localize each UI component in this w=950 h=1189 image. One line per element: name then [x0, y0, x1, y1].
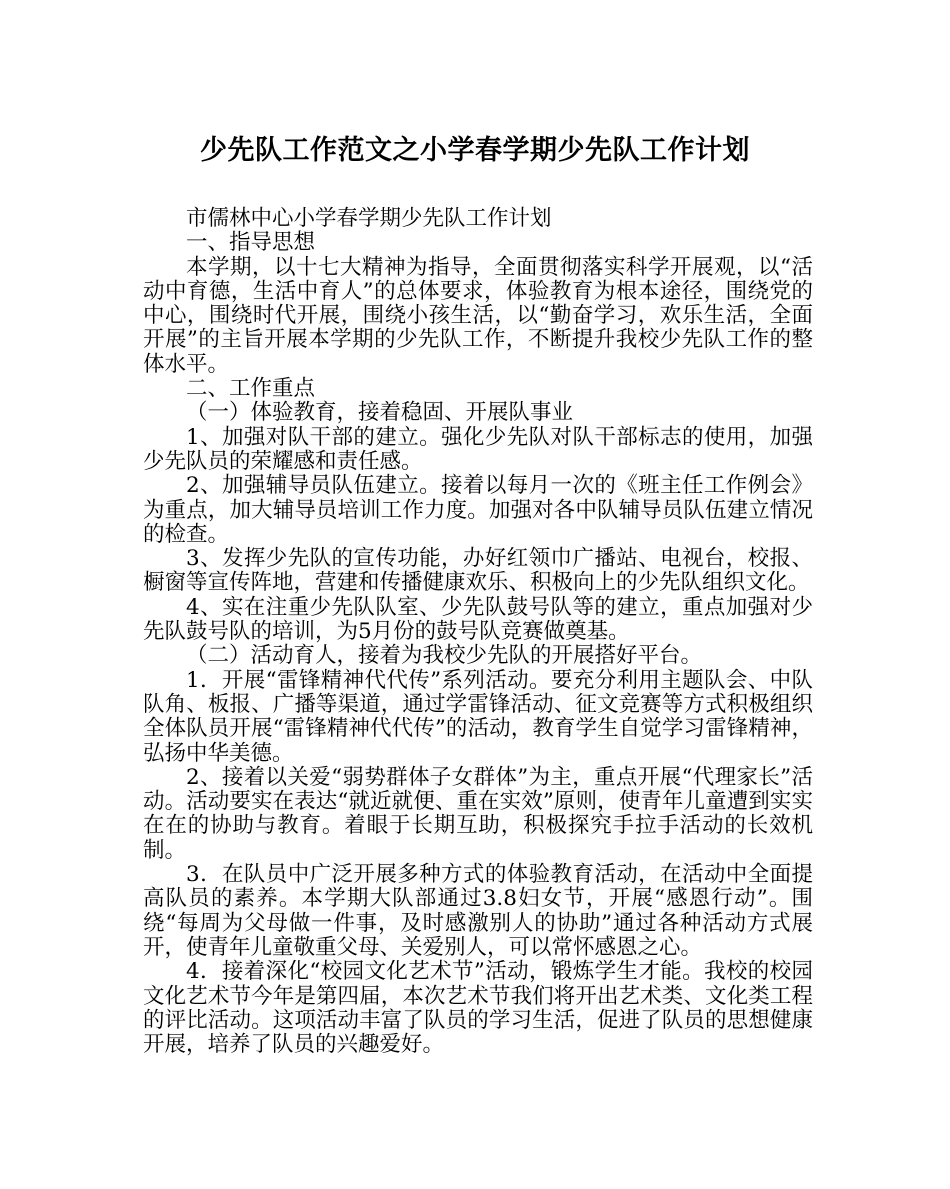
document-title: 少先队工作范文之小学春学期少先队工作计划 [200, 135, 750, 166]
section-heading: 一、指导思想 [186, 230, 316, 256]
paragraph: 1．开展“雷锋精神代代传”系列活动。要充分利用主题队会、中队队角、板报、广播等渠道，通过学雷锋活动、征文竞赛等方式积极组织全体队员开展“雷锋精神代代传”的活动，教育学生自觉学习雷锋精神，弘扬中华美德。 [143, 667, 813, 766]
paragraph: 4．接着深化“校园文化艺术节”活动，锻炼学生才能。我校的校园文化艺术节今年是第四届，本次艺术节我们将开出艺术类、文化类工程的评比活动。这项活动丰富了队员的学习生活，促进了队员的思想健康开展，培养了队员的兴趣爱好。 [143, 959, 813, 1058]
section-heading: 二、工作重点 [186, 376, 316, 402]
subsection-heading: （二）活动育人，接着为我校少先队的开展搭好平台。 [186, 643, 703, 669]
paragraph: 3．在队员中广泛开展多种方式的体验教育活动，在活动中全面提高队员的素养。本学期大队部通过3.8妇女节，开展“感恩行动”。围绕“每周为父母做一件事，及时感激别人的协助”通过各种活动方式展开，使青年儿童敬重父母、关爱别人，可以常怀感恩之心。 [143, 862, 813, 960]
document-body [143, 207, 813, 1057]
paragraph: 1、加强对队干部的建立。强化少先队对队干部标志的使用，加强少先队员的荣耀感和责任感。 [143, 424, 813, 474]
paragraph: 本学期，以十七大精神为指导，全面贯彻落实科学开展观，以“活动中育德，生活中育人”的总体要求，体验教育为根本途径，围绕党的中心，围绕时代开展，围绕小孩生活，以“勤奋学习，欢乐生活，全面开展”的主旨开展本学期的少先队工作，不断提升我校少先队工作的整体水平。 [143, 254, 813, 377]
paragraph: 4、实在注重少先队队室、少先队鼓号队等的建立，重点加强对少先队鼓号队的培训，为5月份的鼓号队竞赛做奠基。 [143, 594, 813, 645]
paragraph: 3、发挥少先队的宣传功能，办好红领巾广播站、电视台，校报、橱窗等宣传阵地，营建和传播健康欢乐、积极向上的少先队组织文化。 [143, 546, 813, 596]
paragraph: 2、加强辅导员队伍建立。接着以每月一次的《班主任工作例会》为重点，加大辅导员培训工作力度。加强对各中队辅导员队伍建立情况的检查。 [143, 473, 813, 547]
subsection-heading: （一）体验教育，接着稳固、开展队事业 [186, 400, 574, 426]
paragraph: 市儒林中心小学春学期少先队工作计划 [186, 206, 552, 231]
paragraph: 2、接着以关爱“弱势群体子女群体”为主，重点开展“代理家长”活动。活动要实在表达“就近就便、重在实效”原则，使青年儿童遭到实实在在的协助与教育。着眼于长期互助，积极探究手拉手活动的长效机制。 [143, 764, 813, 863]
